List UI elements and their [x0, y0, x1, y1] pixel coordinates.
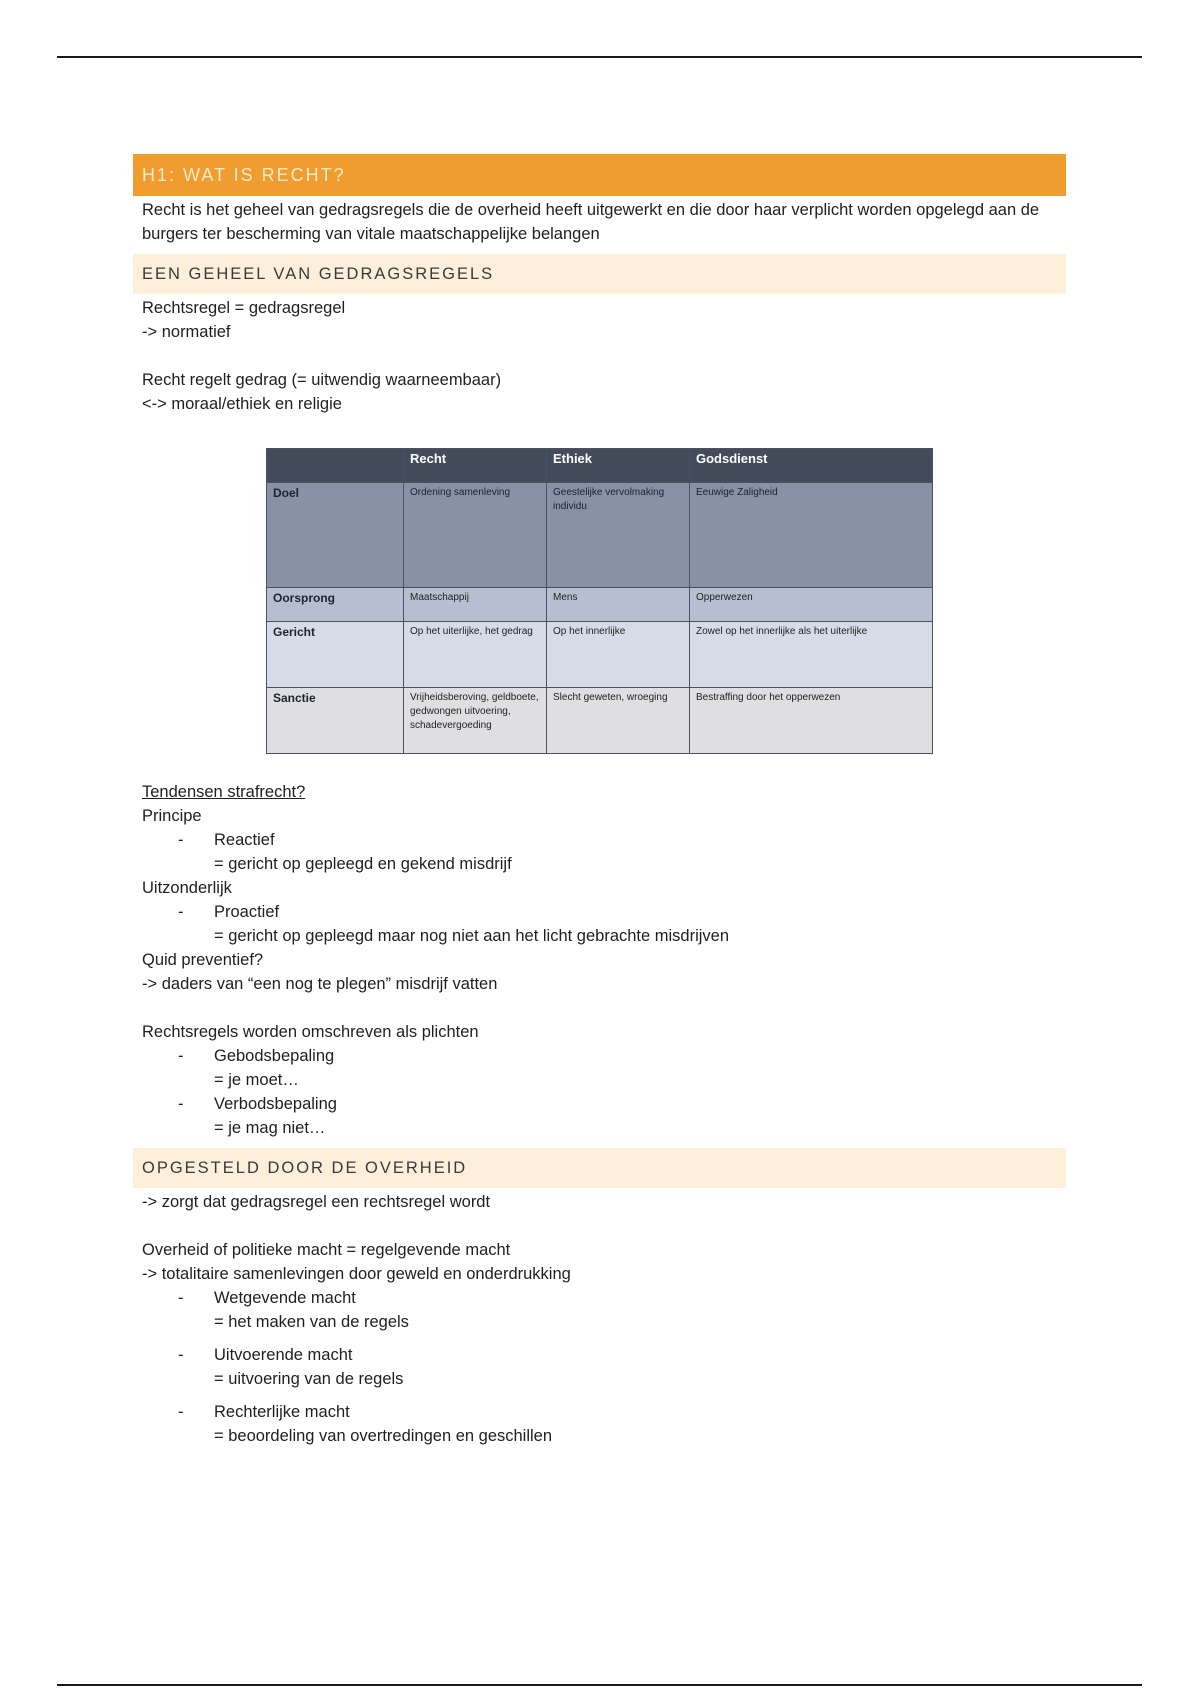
bullet-dash: -	[178, 903, 184, 921]
table-row-label: Oorsprong	[267, 588, 404, 622]
list-item-label: Gebodsbepaling	[214, 1047, 335, 1065]
table-row	[267, 688, 933, 754]
section-heading-overheid: OPGESTELD DOOR DE OVERHEID	[133, 1148, 1066, 1188]
text-line: Quid preventief?	[142, 951, 264, 969]
list-item	[133, 1286, 1066, 1310]
table-row-label: Doel	[267, 483, 404, 588]
text-line: -> zorgt dat gedragsregel een rechtsregel wordt	[142, 1193, 491, 1211]
list-item	[133, 1044, 1066, 1068]
table-header-cell: Ethiek	[547, 449, 690, 483]
table-cell: Eeuwige Zaligheid	[690, 483, 933, 588]
bullet-dash: -	[178, 1047, 184, 1065]
bullet-dash: -	[178, 1346, 184, 1364]
table-cell: Bestraffing door het opperwezen	[690, 688, 933, 754]
table-cell: Mens	[547, 588, 690, 622]
table-header-cell: Godsdienst	[690, 449, 933, 483]
text-line: Rechtsregels worden omschreven als plichten	[142, 1023, 479, 1041]
tendensen-heading: Tendensen strafrecht?	[142, 783, 306, 801]
table-header-cell	[267, 449, 404, 483]
list-item-label: Reactief	[214, 831, 275, 849]
list-item-definition: = beoordeling van overtredingen en geschillen	[214, 1427, 553, 1445]
table-cell: Maatschappij	[404, 588, 547, 622]
bullet-dash: -	[178, 1095, 184, 1113]
table-cell: Vrijheidsberoving, geldboete, gedwongen uitvoering, schadevergoeding	[404, 688, 547, 754]
text-line: <-> moraal/ethiek en religie	[142, 395, 342, 413]
text-line: Uitzonderlijk	[142, 879, 232, 897]
table-cell: Zowel op het innerlijke als het uiterlijke	[690, 622, 933, 688]
bullet-dash: -	[178, 1403, 184, 1421]
text-line: Principe	[142, 807, 202, 825]
table-row	[267, 483, 933, 588]
table-cell: Opperwezen	[690, 588, 933, 622]
bullet-dash: -	[178, 831, 184, 849]
list-item-label: Uitvoerende macht	[214, 1346, 353, 1364]
header-rule	[57, 56, 1142, 58]
section-heading-gedragsregels: EEN GEHEEL VAN GEDRAGSREGELS	[133, 254, 1066, 294]
text-line: -> totalitaire samenlevingen door geweld en onderdrukking	[142, 1265, 571, 1283]
list-item-definition: = uitvoering van de regels	[214, 1370, 404, 1388]
list-item-label: Rechterlijke macht	[214, 1403, 350, 1421]
text-line: -> daders van “een nog te plegen” misdrijf vatten	[142, 975, 498, 993]
table-row	[267, 622, 933, 688]
comparison-table-wrapper	[266, 448, 932, 754]
list-item-definition: = je mag niet…	[214, 1119, 326, 1137]
list-item	[133, 1092, 1066, 1116]
table-cell: Op het uiterlijke, het gedrag	[404, 622, 547, 688]
list-item-definition: = je moet…	[214, 1071, 299, 1089]
text-line: -> normatief	[142, 323, 231, 341]
table-header-cell: Recht	[404, 449, 547, 483]
list-item-label: Verbodsbepaling	[214, 1095, 337, 1113]
chapter-heading: H1: WAT IS RECHT?	[133, 154, 1066, 196]
table-cell: Op het innerlijke	[547, 622, 690, 688]
table-cell: Slecht geweten, wroeging	[547, 688, 690, 754]
footer-rule	[57, 1684, 1142, 1686]
table-row-label: Gericht	[267, 622, 404, 688]
list-item	[133, 828, 1066, 852]
comparison-table	[266, 448, 933, 754]
list-item-definition: = gericht op gepleegd maar nog niet aan het licht gebrachte misdrijven	[214, 927, 730, 945]
definition-text: Recht is het geheel van gedragsregels die de overheid heeft uitgewerkt en die door haar verplicht worden opgelegd aan de burgers ter bescherming van vitale maatschappelijke belangen	[142, 201, 1040, 243]
list-item-label: Wetgevende macht	[214, 1289, 356, 1307]
table-row-label: Sanctie	[267, 688, 404, 754]
list-item	[133, 1343, 1066, 1367]
text-line: Rechtsregel = gedragsregel	[142, 299, 346, 317]
list-item	[133, 1400, 1066, 1424]
list-item-label: Proactief	[214, 903, 280, 921]
list-item-definition: = gericht op gepleegd en gekend misdrijf	[214, 855, 512, 873]
text-line: Overheid of politieke macht = regelgevende macht	[142, 1241, 511, 1259]
bullet-dash: -	[178, 1289, 184, 1307]
table-cell: Geestelijke vervolmaking individu	[547, 483, 690, 588]
list-item	[133, 900, 1066, 924]
text-line: Recht regelt gedrag (= uitwendig waarneembaar)	[142, 371, 502, 389]
table-cell: Ordening samenleving	[404, 483, 547, 588]
table-row	[267, 588, 933, 622]
list-item-definition: = het maken van de regels	[214, 1313, 409, 1331]
page-content	[133, 154, 1066, 1448]
table-header-row	[267, 449, 933, 483]
